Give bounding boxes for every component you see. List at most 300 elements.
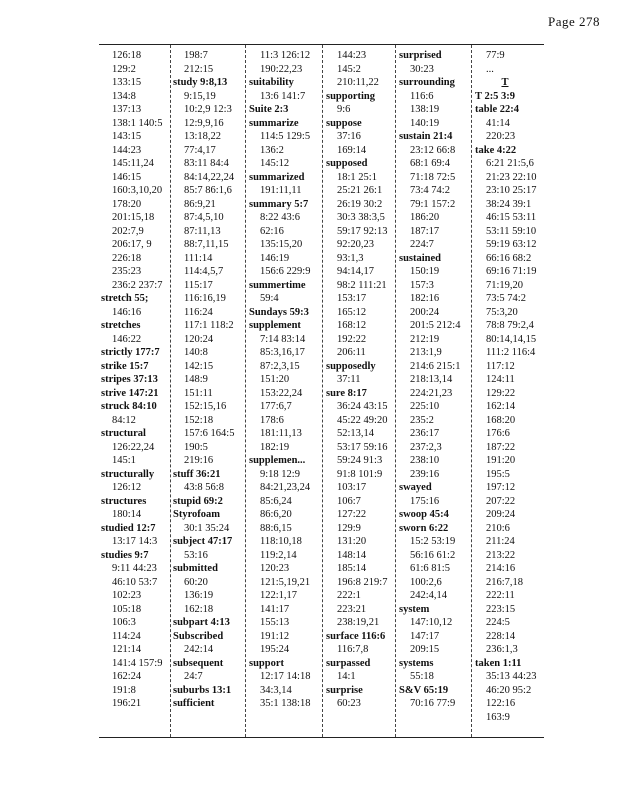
index-reference: 163:9: [486, 711, 510, 723]
index-reference: 78:8 79:2,4: [486, 320, 534, 331]
index-reference: 126:22,24: [112, 441, 155, 453]
index-term: sure 8:17: [326, 387, 367, 399]
index-term: surface 116:6: [326, 630, 386, 642]
index-reference: 207:22: [486, 495, 516, 507]
index-reference: 153:22,24: [260, 387, 303, 399]
index-reference: 146:22: [112, 333, 142, 345]
index-reference: 114:5 129:5: [260, 131, 311, 142]
index-reference: 66:16 68:2: [486, 252, 532, 264]
index-reference: 138:19: [410, 104, 440, 115]
index-reference: 144:23: [337, 50, 367, 61]
index-term: Styrofoam: [173, 509, 221, 520]
index-reference: 119:2,14: [260, 549, 297, 561]
index-reference: 136:2: [260, 144, 284, 156]
index-reference: 91:8 101:9: [337, 468, 383, 480]
index-reference: 68:1 69:4: [410, 158, 450, 169]
index-reference: 206:17, 9: [112, 239, 152, 250]
index-reference: 191:12: [260, 630, 290, 642]
index-reference: 45:22 49:20: [337, 414, 388, 426]
index-reference: 38:24 39:1: [486, 198, 532, 210]
index-reference: 235:23: [112, 266, 142, 277]
column-divider: [245, 45, 246, 737]
index-reference: 77:4,17: [184, 144, 216, 156]
index-term: stretches: [101, 320, 141, 331]
index-reference: 13:18,22: [184, 131, 222, 142]
index-term: T 2:5 3:9: [475, 90, 516, 102]
index-reference: 121:14: [112, 644, 142, 655]
index-term: submitted: [173, 563, 218, 574]
index-reference: 13:17 14:3: [112, 536, 158, 547]
index-reference: 86:6,20: [260, 509, 292, 520]
index-reference: 185:14: [337, 563, 367, 574]
index-reference: 222:1: [337, 590, 361, 601]
index-reference: 212:15: [184, 63, 214, 75]
index-reference: 114:24: [112, 630, 141, 642]
index-column-4: [326, 49, 387, 711]
index-reference: 120:23: [260, 563, 290, 574]
index-reference: 157:6 164:5: [184, 428, 235, 439]
index-reference: 143:15: [112, 131, 142, 142]
index-term: take 4:22: [475, 144, 517, 156]
index-reference: 146:19: [260, 252, 290, 264]
index-reference: 146:16: [112, 306, 142, 318]
index-term: stripes 37:13: [101, 374, 158, 385]
index-reference: 59:4: [260, 293, 279, 304]
index-term: structurally: [101, 468, 155, 480]
index-term: supplemen...: [249, 455, 306, 466]
index-reference: 134:8: [112, 90, 136, 102]
index-reference: 201:5 212:4: [410, 320, 461, 331]
index-term: subject 47:17: [173, 536, 233, 547]
index-reference: 34:3,14: [260, 684, 292, 696]
index-term: surpassed: [326, 657, 371, 669]
index-reference: 118:10,18: [260, 536, 302, 547]
index-reference: 115:17: [184, 279, 213, 291]
index-term: systems: [399, 657, 434, 669]
index-column-6: [475, 49, 536, 724]
index-term: study 9:8,13: [173, 77, 228, 88]
index-term: suppose: [326, 117, 362, 129]
index-reference: 71:19,20: [486, 279, 524, 291]
index-reference: 211:24: [486, 536, 515, 547]
index-reference: 195:5: [486, 468, 510, 480]
index-reference: 9:6: [337, 104, 351, 115]
index-reference: 178:6: [260, 414, 284, 426]
index-reference: 24:7: [184, 671, 203, 682]
index-term: supporting: [326, 90, 376, 102]
index-term: sustained: [399, 252, 442, 264]
index-reference: 187:22: [486, 441, 516, 453]
index-reference: 157:3: [410, 279, 434, 291]
index-reference: 224:21,23: [410, 387, 453, 399]
index-reference: 79:1 157:2: [410, 198, 456, 210]
index-reference: 18:1 25:1: [337, 171, 377, 183]
index-reference: 98:2 111:21: [337, 279, 387, 291]
index-reference: 214:16: [486, 563, 516, 574]
index-reference: 92:20,23: [337, 239, 375, 250]
index-reference: 141:17: [260, 603, 290, 615]
index-reference: 105:18: [112, 603, 142, 615]
index-reference: 160:3,10,20: [112, 185, 163, 196]
index-reference: 218:13,14: [410, 374, 453, 385]
index-reference: 200:24: [410, 306, 440, 318]
page-number: Page 278: [547, 14, 600, 29]
index-reference: 213:1,9: [410, 347, 442, 358]
index-reference: 209:15: [410, 644, 440, 655]
index-reference: 71:18 72:5: [410, 171, 456, 183]
index-reference: 106:7: [337, 495, 361, 507]
index-reference: 138:1 140:5: [112, 117, 163, 129]
index-reference: 162:18: [184, 603, 214, 615]
index-term: suitability: [249, 77, 294, 88]
index-reference: 168:20: [486, 414, 516, 426]
index-reference: 9:18 12:9: [260, 468, 300, 480]
index-term: summary 5:7: [249, 198, 309, 210]
index-term: Sundays 59:3: [249, 306, 309, 318]
index-reference: 88:6,15: [260, 522, 292, 534]
index-reference: 9:15,19: [184, 90, 216, 102]
index-reference: 151:11: [184, 387, 213, 399]
index-reference: 30:1 35:24: [184, 522, 230, 534]
index-reference: 8:22 43:6: [260, 212, 300, 223]
index-term: stuff 36:21: [173, 468, 221, 480]
index-reference: 46:15 53:11: [486, 212, 537, 223]
index-reference: 60:23: [337, 698, 361, 709]
index-reference: 56:16 61:2: [410, 549, 456, 561]
index-reference: 242:14: [184, 644, 214, 655]
index-reference: 30:23: [410, 63, 434, 75]
index-reference: 242:4,14: [410, 590, 448, 601]
index-reference: 116:6: [410, 90, 434, 102]
index-reference: 216:7,18: [486, 576, 524, 588]
index-reference: 94:14,17: [337, 266, 375, 277]
index-reference: 228:14: [486, 630, 516, 642]
index-reference: 151:20: [260, 374, 290, 385]
index-reference: 36:24 43:15: [337, 401, 388, 412]
index-reference: 6:21 21:5,6: [486, 158, 534, 169]
index-reference: 59:17 92:13: [337, 225, 388, 237]
index-reference: 145:2: [337, 63, 361, 75]
index-reference: 178:20: [112, 198, 142, 210]
index-reference: 111:14: [184, 252, 213, 264]
index-term: sufficient: [173, 698, 215, 709]
index-reference: 226:18: [112, 252, 142, 264]
index-term: Suite 2:3: [249, 104, 289, 115]
index-reference: 60:20: [184, 576, 208, 588]
index-reference: 129:2: [112, 63, 136, 75]
index-reference: 116:24: [184, 306, 213, 318]
index-term: supposed: [326, 158, 368, 169]
index-reference: 150:19: [410, 266, 440, 277]
index-reference: 102:23: [112, 590, 142, 601]
column-divider: [322, 45, 323, 737]
index-reference: 121:5,19,21: [260, 576, 311, 588]
index-term: summarize: [249, 117, 299, 129]
index-reference: 117:1 118:2: [184, 320, 234, 331]
index-reference: 239:16: [410, 468, 440, 480]
index-reference: 129:9: [337, 522, 361, 534]
word-index: [99, 44, 544, 738]
index-reference: 14:1: [337, 671, 356, 682]
index-reference: 145:1: [112, 455, 136, 466]
index-reference: 116:7,8: [337, 644, 369, 655]
index-reference: 219:16: [184, 455, 214, 466]
index-reference: 190:22,23: [260, 63, 303, 75]
column-divider: [395, 45, 396, 737]
index-reference: 12:17 14:18: [260, 671, 311, 682]
index-reference: 192:22: [337, 333, 367, 345]
index-reference: ...: [486, 63, 494, 75]
index-reference: 88:7,11,15: [184, 239, 229, 250]
index-term: support: [249, 657, 285, 669]
index-reference: 103:17: [337, 482, 367, 493]
index-reference: 15:2 53:19: [410, 536, 456, 547]
index-reference: 73:5 74:2: [486, 293, 526, 304]
index-reference: 93:1,3: [337, 252, 364, 264]
index-reference: 210:6: [486, 522, 510, 534]
index-reference: 117:12: [486, 360, 515, 372]
index-reference: 191:8: [112, 684, 136, 696]
index-term: stupid 69:2: [173, 495, 223, 507]
column-divider: [170, 45, 171, 737]
index-term: strive 147:21: [101, 387, 159, 399]
index-reference: 235:2: [410, 414, 434, 426]
index-reference: 191:20: [486, 455, 516, 466]
index-reference: 212:19: [410, 333, 440, 345]
index-reference: 214:6 215:1: [410, 360, 461, 372]
index-reference: 162:14: [486, 401, 516, 412]
index-column-5: [399, 49, 460, 711]
index-reference: 129:22: [486, 387, 516, 399]
index-reference: 220:23: [486, 131, 516, 142]
index-reference: 23:10 25:17: [486, 185, 537, 196]
index-reference: 25:21 26:1: [337, 185, 383, 196]
index-reference: 59:19 63:12: [486, 239, 537, 250]
index-reference: 222:11: [486, 590, 515, 601]
index-reference: 187:17: [410, 225, 440, 237]
index-reference: 21:23 22:10: [486, 171, 537, 183]
index-reference: 141:4 157:9: [112, 657, 163, 669]
index-reference: 238:10: [410, 455, 440, 466]
index-reference: 35:13 44:23: [486, 671, 537, 682]
index-reference: 202:7,9: [112, 225, 144, 237]
index-reference: 116:16,19: [184, 293, 226, 304]
index-reference: 198:7: [184, 50, 208, 61]
index-reference: 127:22: [337, 509, 367, 520]
index-reference: 84:12: [112, 414, 136, 426]
index-term: strictly 177:7: [101, 347, 160, 358]
index-reference: 182:16: [410, 293, 440, 304]
column-divider: [471, 45, 472, 737]
index-term: swayed: [399, 482, 432, 493]
index-reference: 153:17: [337, 293, 367, 304]
index-term: suburbs 13:1: [173, 684, 232, 696]
index-reference: 180:14: [112, 509, 142, 520]
index-reference: 213:22: [486, 549, 516, 561]
index-reference: 37:16: [337, 131, 361, 142]
index-reference: 46:10 53:7: [112, 576, 158, 588]
index-reference: 73:4 74:2: [410, 185, 450, 196]
index-reference: 142:15: [184, 360, 214, 372]
index-reference: 87:11,13: [184, 225, 221, 237]
index-reference: 53:16: [184, 549, 208, 561]
index-reference: 191:11,11: [260, 185, 302, 196]
index-reference: 137:13: [112, 104, 142, 115]
index-term: subsequent: [173, 657, 224, 669]
index-term: struck 84:10: [101, 401, 157, 412]
index-term: stretch 55;: [101, 293, 149, 304]
index-reference: 169:14: [337, 144, 367, 156]
index-reference: 126:12: [112, 482, 142, 493]
index-reference: 85:3,16,17: [260, 347, 305, 358]
index-term: surprise: [326, 684, 363, 696]
index-reference: 35:1 138:18: [260, 698, 311, 709]
index-term: system: [399, 603, 430, 615]
index-reference: 236:2 237:7: [112, 279, 163, 291]
index-term: S&V 65:19: [399, 684, 449, 696]
index-term: subpart 4:13: [173, 617, 230, 628]
index-reference: 152:18: [184, 414, 214, 426]
index-reference: 135:15,20: [260, 239, 303, 250]
index-reference: 87:2,3,15: [260, 360, 300, 372]
index-term: summarized: [249, 171, 305, 183]
index-term: Subscribed: [173, 630, 224, 642]
index-term: structural: [101, 428, 146, 439]
index-reference: 238:19,21: [337, 617, 380, 628]
index-reference: 146:15: [112, 171, 142, 183]
index-reference: 59:24 91:3: [337, 455, 383, 466]
index-reference: 53:17 59:16: [337, 441, 388, 453]
index-reference: 12:9,9,16: [184, 117, 224, 129]
index-reference: 145:11,24: [112, 158, 154, 169]
index-reference: 111:2 116:4: [486, 347, 536, 358]
index-reference: 124:11: [486, 374, 515, 385]
index-reference: 206:11: [337, 347, 366, 358]
index-reference: 77:9: [486, 50, 505, 61]
index-reference: 182:19: [260, 441, 290, 453]
index-reference: 144:23: [112, 144, 142, 156]
index-reference: 62:16: [260, 225, 284, 237]
index-reference: 9:11 44:23: [112, 563, 157, 574]
index-term: studies 9:7: [101, 549, 149, 561]
index-reference: 136:19: [184, 590, 214, 601]
index-reference: 224:7: [410, 239, 434, 250]
index-reference: 186:20: [410, 212, 440, 223]
index-reference: 224:5: [486, 617, 510, 628]
index-reference: 196:8 219:7: [337, 576, 388, 588]
index-reference: 156:6 229:9: [260, 266, 311, 277]
index-term: supplement: [249, 320, 301, 331]
index-reference: 176:6: [486, 428, 510, 439]
index-reference: 122:16: [486, 698, 516, 709]
index-reference: 175:16: [410, 495, 440, 507]
index-reference: 177:6,7: [260, 401, 292, 412]
index-reference: 148:14: [337, 549, 367, 561]
index-reference: 190:5: [184, 441, 208, 453]
index-reference: 223:21: [337, 603, 367, 615]
index-reference: 43:8 56:8: [184, 482, 224, 493]
index-reference: 52:13,14: [337, 428, 375, 439]
index-reference: 13:6 141:7: [260, 90, 306, 102]
index-reference: 23:12 66:8: [410, 144, 456, 156]
index-reference: 236:1,3: [486, 644, 518, 655]
index-reference: 114:4,5,7: [184, 266, 224, 277]
index-reference: 201:15,18: [112, 212, 155, 223]
index-term: structures: [101, 495, 147, 507]
index-reference: 106:3: [112, 617, 136, 628]
index-term: strike 15:7: [101, 360, 149, 372]
index-reference: 152:15,16: [184, 401, 227, 412]
index-reference: 10:2,9 12:3: [184, 104, 232, 115]
index-term: summertime: [249, 279, 306, 291]
index-reference: 196:21: [112, 698, 142, 709]
index-reference: 85:7 86:1,6: [184, 185, 232, 196]
index-reference: 85:6,24: [260, 495, 292, 507]
index-term: table 22:4: [475, 104, 520, 115]
index-term: surprised: [399, 50, 442, 61]
index-column-2: [173, 49, 234, 711]
index-term: taken 1:11: [475, 657, 522, 669]
index-reference: 126:18: [112, 50, 142, 61]
index-reference: 131:20: [337, 536, 367, 547]
index-reference: 37:11: [337, 374, 361, 385]
index-reference: 70:16 77:9: [410, 698, 456, 709]
index-reference: 7:14 83:14: [260, 333, 306, 345]
index-reference: 122:1,17: [260, 590, 298, 601]
index-reference: 225:10: [410, 401, 440, 412]
index-reference: 147:17: [410, 630, 440, 642]
index-reference: 100:2,6: [410, 576, 442, 588]
index-reference: 223:15: [486, 603, 516, 615]
index-reference: 197:12: [486, 482, 516, 493]
index-reference: 181:11,13: [260, 428, 302, 439]
index-term: swoop 45:4: [399, 509, 449, 520]
index-reference: 87:4,5,10: [184, 212, 224, 223]
index-term: supposedly: [326, 360, 376, 372]
index-reference: 237:2,3: [410, 441, 442, 453]
index-reference: 46:20 95:2: [486, 684, 532, 696]
index-reference: 140:8: [184, 347, 208, 358]
index-column-3: [249, 49, 310, 711]
index-reference: 148:9: [184, 374, 208, 385]
index-reference: 195:24: [260, 644, 290, 655]
index-reference: 155:13: [260, 617, 290, 628]
index-term: sustain 21:4: [399, 131, 453, 142]
index-reference: 120:24: [184, 333, 214, 345]
index-reference: 209:24: [486, 509, 516, 520]
index-reference: 41:14: [486, 117, 510, 129]
index-reference: 133:15: [112, 77, 142, 88]
index-reference: 236:17: [410, 428, 440, 439]
index-reference: 11:3 126:12: [260, 50, 311, 61]
index-reference: 69:16 71:19: [486, 266, 537, 277]
index-reference: 26:19 30:2: [337, 198, 383, 210]
index-reference: 55:18: [410, 671, 434, 682]
index-reference: 53:11 59:10: [486, 225, 537, 237]
index-term: sworn 6:22: [399, 522, 449, 534]
index-reference: 75:3,20: [486, 306, 518, 318]
index-reference: 61:6 81:5: [410, 563, 450, 574]
index-term: surrounding: [399, 77, 455, 88]
index-reference: 162:24: [112, 671, 142, 682]
index-reference: 83:11 84:4: [184, 158, 229, 169]
index-reference: 165:12: [337, 306, 367, 318]
index-term: studied 12:7: [101, 522, 156, 534]
index-reference: 84:21,23,24: [260, 482, 311, 493]
index-column-1: [101, 49, 162, 711]
index-reference: 147:10,12: [410, 617, 453, 628]
index-term: T: [501, 77, 509, 88]
